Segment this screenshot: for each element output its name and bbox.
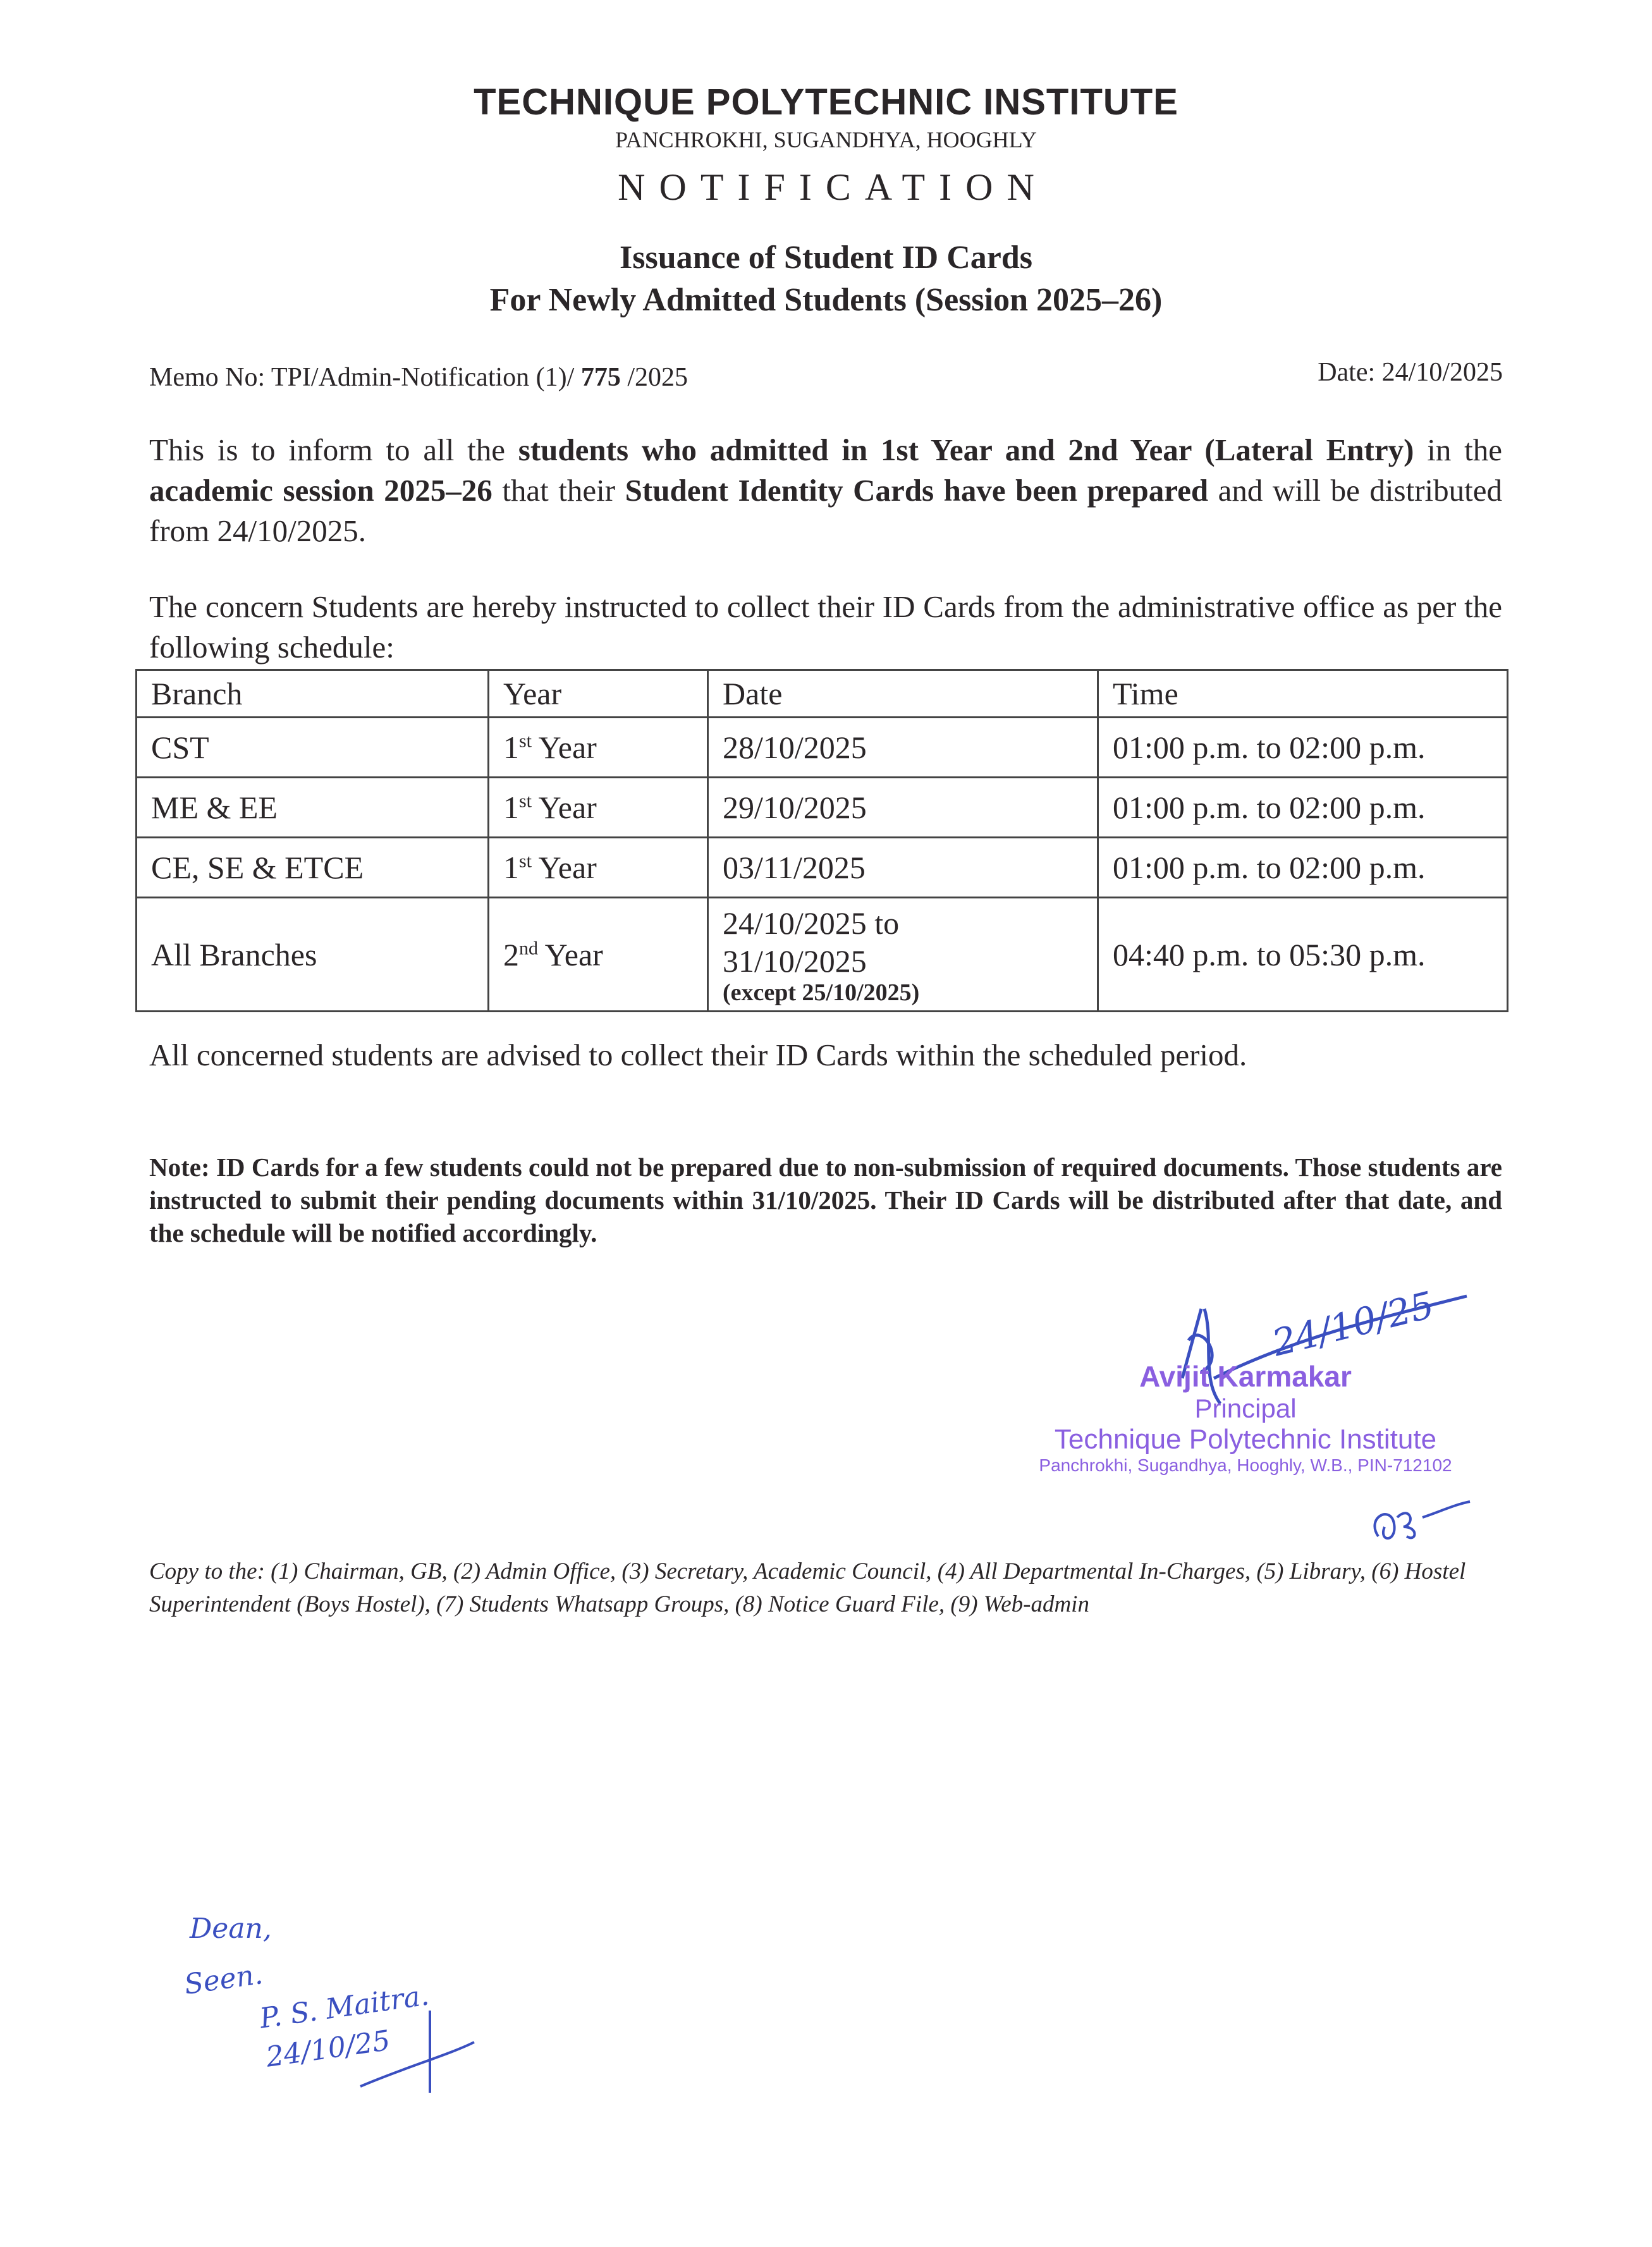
table-row bbox=[137, 838, 1508, 898]
table-header-row bbox=[137, 670, 1508, 718]
date-range-end: 31/10/2025 bbox=[723, 943, 867, 979]
note-text: Note: ID Cards for a few students could not be prepared due to non-submission of required documents. Those students are instructed to submit their pending documents within 31/10/2025. Their ID Cards will be distributed after that date, and the schedule will be notified accordingly. bbox=[149, 1153, 1502, 1247]
subject-line-2: For Newly Admitted Students (Session 2025–26) bbox=[489, 282, 1163, 318]
institute-address: PANCHROKHI, SUGANDHYA, HOOGHLY bbox=[615, 127, 1037, 152]
date-exception: (except 25/10/2025) bbox=[723, 979, 920, 1006]
year-word: Year bbox=[532, 790, 597, 825]
cell-date: 29/10/2025 bbox=[708, 778, 1098, 838]
year-suffix: nd bbox=[519, 937, 538, 958]
note-line-name: P. S. Maitra. bbox=[257, 1979, 431, 2035]
cell-date bbox=[708, 898, 1098, 1012]
cell-time: 04:40 p.m. to 05:30 p.m. bbox=[1098, 898, 1508, 1012]
bold-text: Student Identity Cards have been prepared bbox=[625, 473, 1209, 508]
institute-name: TECHNIQUE POLYTECHNIC INSTITUTE bbox=[474, 82, 1178, 123]
initials-scribble-icon bbox=[1359, 1492, 1473, 1549]
year-number: 1 bbox=[503, 850, 519, 885]
cell-branch: All Branches bbox=[137, 898, 489, 1012]
copy-to-list: Copy to the: (1) Chairman, GB, (2) Admin Office, (3) Secretary, Academic Council, (4) All Departmental In-Charges, (5) Library, (6) Hostel Superintendent (Boys Hostel), (7) Students Whatsapp Groups, (8) Notice Guard File, (9) Web-admin bbox=[149, 1558, 1466, 1617]
text: that their bbox=[492, 473, 625, 508]
cell-time: 01:00 p.m. to 02:00 p.m. bbox=[1098, 718, 1508, 778]
cell-branch: CST bbox=[137, 718, 489, 778]
note-line-dean: Dean, bbox=[190, 1913, 272, 1945]
text: and will be distributed from 24/10/2025. bbox=[149, 473, 1502, 548]
signatory-address: Panchrokhi, Sugandhya, Hooghly, W.B., PIN-712102 bbox=[1039, 1455, 1452, 1475]
year-number: 1 bbox=[503, 730, 519, 765]
cell-year bbox=[489, 838, 708, 898]
year-word: Year bbox=[538, 936, 603, 972]
notice-date: Date: 24/10/2025 bbox=[1318, 358, 1503, 387]
signatory-title: Principal bbox=[1194, 1393, 1297, 1423]
signature-date: 24/10/25 bbox=[1268, 1283, 1438, 1365]
principal-stamp bbox=[986, 1359, 1505, 1476]
document-type-title: NOTIFICATION bbox=[618, 166, 1048, 208]
cell-year bbox=[489, 778, 708, 838]
cell-year bbox=[489, 718, 708, 778]
text: This is to inform to all the bbox=[149, 432, 518, 467]
header-date: Date bbox=[708, 670, 1098, 718]
cell-branch: ME & EE bbox=[137, 778, 489, 838]
cell-branch: CE, SE & ETCE bbox=[137, 838, 489, 898]
schedule-table bbox=[135, 669, 1508, 1012]
signatory-institute: Technique Polytechnic Institute bbox=[1054, 1424, 1437, 1455]
memo-suffix: /2025 bbox=[620, 363, 688, 392]
table-row bbox=[137, 718, 1508, 778]
advice-text: All concerned students are advised to collect their ID Cards within the scheduled period. bbox=[149, 1038, 1247, 1072]
cell-time: 01:00 p.m. to 02:00 p.m. bbox=[1098, 778, 1508, 838]
note-strike-icon bbox=[354, 2011, 480, 2099]
note-line-seen: Seen. bbox=[182, 1958, 265, 2001]
instruction-paragraph: The concern Students are hereby instructed to collect their ID Cards from the administrative office as per the following schedule: bbox=[149, 589, 1502, 664]
year-suffix: st bbox=[519, 730, 532, 752]
bold-text: academic session 2025–26 bbox=[149, 473, 493, 508]
bold-text: students who admitted in 1st Year and 2nd Year (Lateral Entry) bbox=[518, 432, 1414, 467]
note-line-date: 24/10/25 bbox=[264, 2024, 393, 2074]
memo-number bbox=[149, 362, 688, 393]
header-time: Time bbox=[1098, 670, 1508, 718]
intro-paragraph bbox=[149, 430, 1502, 551]
cell-date: 03/11/2025 bbox=[708, 838, 1098, 898]
header-year: Year bbox=[489, 670, 708, 718]
subject-line-1: Issuance of Student ID Cards bbox=[620, 240, 1032, 276]
year-number: 2 bbox=[503, 936, 519, 972]
text: in the bbox=[1414, 432, 1502, 467]
memo-prefix: Memo No: TPI/Admin-Notification (1)/ bbox=[149, 363, 581, 392]
cell-date: 28/10/2025 bbox=[708, 718, 1098, 778]
header-branch: Branch bbox=[137, 670, 489, 718]
year-suffix: st bbox=[519, 790, 532, 812]
date-range-start: 24/10/2025 to bbox=[723, 905, 900, 941]
signatory-name: Avijit Karmakar bbox=[1139, 1360, 1352, 1393]
year-word: Year bbox=[532, 730, 597, 765]
cell-time: 01:00 p.m. to 02:00 p.m. bbox=[1098, 838, 1508, 898]
year-word: Year bbox=[532, 850, 597, 885]
memo-number-value: 775 bbox=[580, 363, 621, 392]
year-suffix: st bbox=[519, 850, 532, 872]
table-row bbox=[137, 778, 1508, 838]
table-row bbox=[137, 898, 1508, 1012]
cell-year bbox=[489, 898, 708, 1012]
year-number: 1 bbox=[503, 790, 519, 825]
